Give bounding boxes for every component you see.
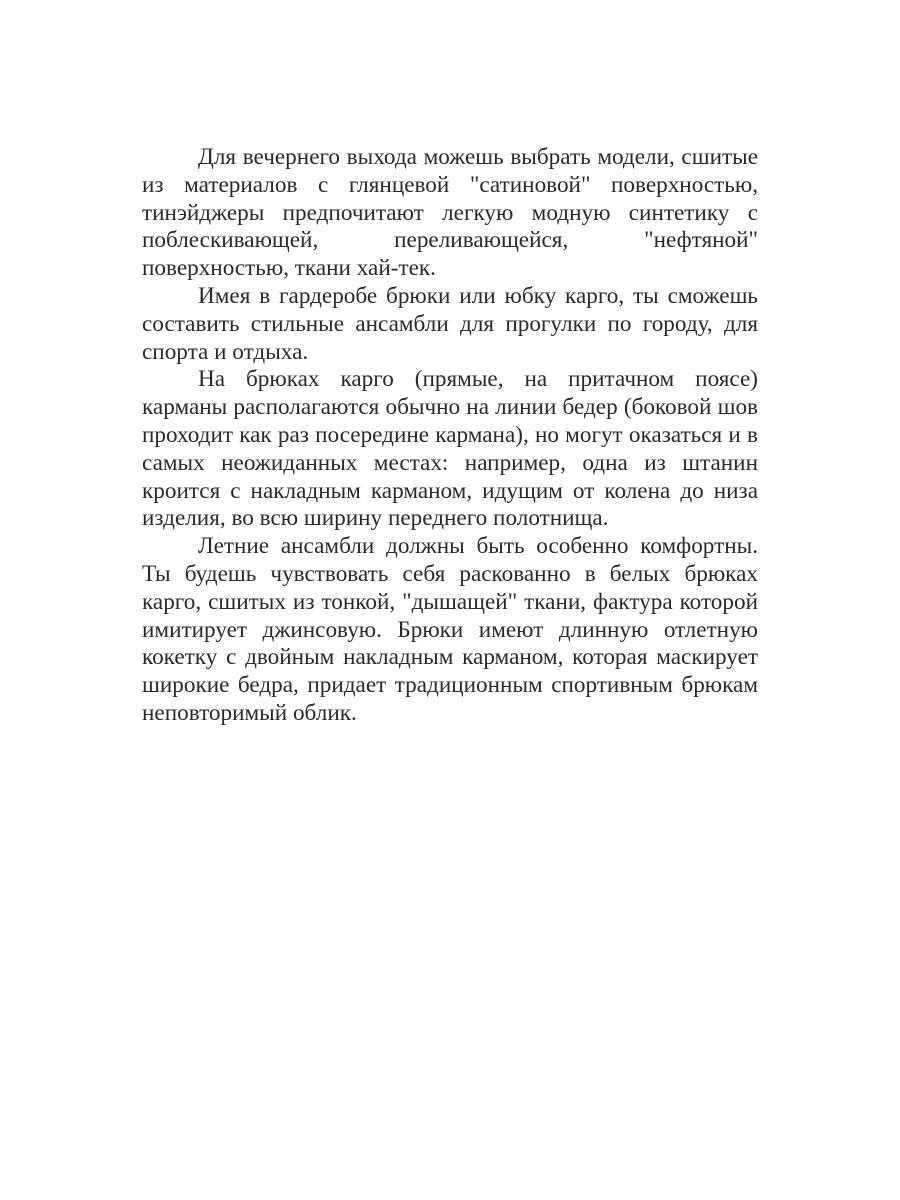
paragraph-evening-wear: Для вечернего выхода можешь выбрать модели, сшитые из материалов с глянцевой "сатиновой" поверхностью, тинэйджеры предпочитают легкую модную синтетику с поблескивающей, переливающейся, "нефтяной" поверхностью, ткани хай-тек.	[142, 144, 758, 282]
paragraph-summer-ensembles: Летние ансамбли должны быть особенно комфортны. Ты будешь чувствовать себя раскованно в белых брюках карго, сшитых из тонкой, "дышащей" ткани, фактура которой имитирует джинсовую. Брюки имеют длинную отлетную кокетку с двойным накладным карманом, которая маскирует широкие бедра, придает традиционным спортивным брюкам неповторимый облик.	[142, 533, 758, 726]
paragraph-cargo-pockets: На брюках карго (прямые, на притачном поясе) карманы располагаются обычно на линии бедер (боковой шов проходит как раз посередине кармана), но могут оказаться и в самых неожиданных местах: например, одна из штанин кроится с накладным карманом, идущим от колена до низа изделия, во всю ширину переднего полотнища.	[142, 366, 758, 532]
body-text	[142, 144, 758, 728]
paragraph-cargo-wardrobe: Имея в гардеробе брюки или юбку карго, ты сможешь составить стильные ансамбли для прогулки по городу, для спорта и отдыха.	[142, 282, 758, 365]
